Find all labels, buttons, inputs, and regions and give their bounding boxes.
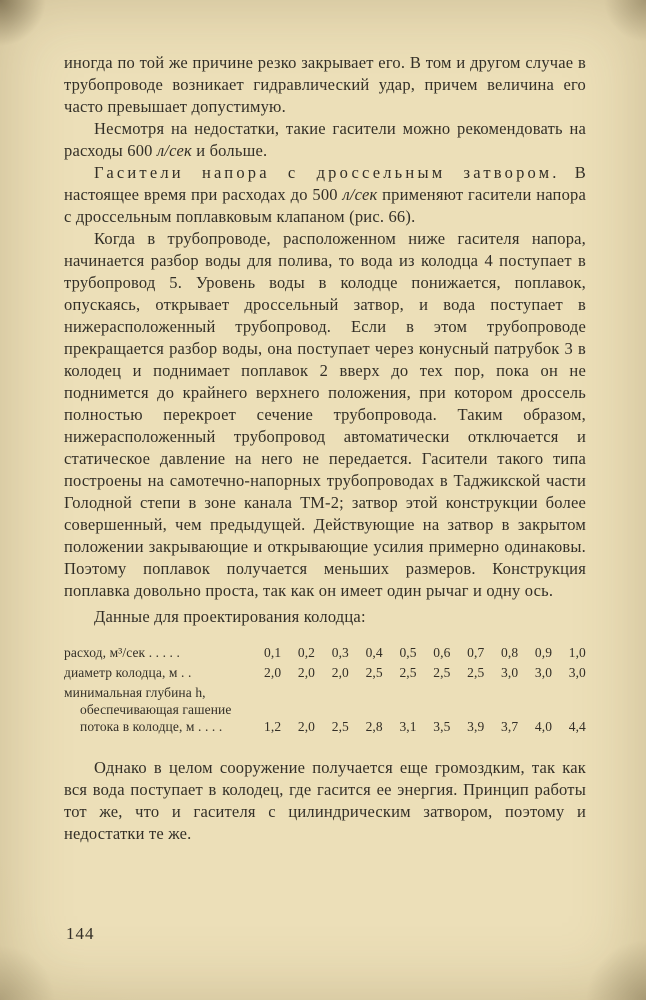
table-cell: 2,5 <box>433 665 451 680</box>
table-cell: 0,5 <box>399 645 417 660</box>
table-cell: 0,8 <box>501 645 519 660</box>
paragraph: Однако в целом сооружение получается еще громоздким, так как вся вода поступает в колодец, где гасится ее энергия. Принцип работы тот же, что и гасителя с цилиндрическим затвором, поэтому и недостатки те же. <box>64 758 586 843</box>
table-cell: 1,0 <box>568 645 586 660</box>
paragraph: Когда в трубопроводе, расположенном ниже гасителя напора, начинается разбор воды для полива, то вода из колодца 4 поступает в трубопровод 5. Уровень воды в колодце понижается, поплавок, опускаясь, открывает дроссельный затвор, и вода поступает в нижерасположенный трубопровод. Если в этом трубопроводе прекращается разбор воды, она поступает через конусный патрубок 3 в колодец и поднимает поплавок 2 вверх до тех пор, пока он не поднимется до крайнего верхнего положения, при котором дроссель полностью перекроет сечение трубопровода. Таким образом, нижерасположенный трубопровод автоматически отключается и статическое давление на него не передается. Гасители такого типа построены на самотечно-напорных трубопроводах в Таджикской части Голодной степи в зоне канала ТМ-2; затвор этой конструкции более совершенный, чем предыдущей. Действующие на затвор в закрытом положении закрывающие и открывающие усилия примерно одинаковы. Поэтому поплавок получается меньших размеров. Конструкция поплавка довольно проста, так как он имеет один рычаг и одну ось. <box>64 229 586 600</box>
table-cell: 4,4 <box>568 719 586 734</box>
table-cell: 0,6 <box>433 645 451 660</box>
table-cell: 2,0 <box>297 719 316 734</box>
table-cell: 0,9 <box>534 645 553 660</box>
table-cell: 0,1 <box>264 645 282 660</box>
table-row <box>64 644 586 661</box>
table-cell: 0,7 <box>467 645 485 660</box>
table-row <box>64 684 586 735</box>
paragraph-with-run-in-heading <box>64 162 586 228</box>
table-cell: 3,0 <box>534 665 553 680</box>
paragraph-continuation: иногда по той же причине резко закрывает его. В том и другом случае в трубопроводе возникает гидравлический удар, причем величина его часто превышает допустимую. <box>64 53 586 116</box>
table-cell: 2,5 <box>331 719 349 734</box>
table-cell: 2,5 <box>365 665 383 680</box>
row-label: расход, м³/сек . . . . . <box>64 645 180 660</box>
table-cell: 3,0 <box>568 665 586 680</box>
table-cell: 2,5 <box>399 665 417 680</box>
row-label: минимальная глубина h, обеспечивающая гашение потока в колодце, м . . . . <box>64 685 232 734</box>
table-cell: 2,0 <box>264 665 282 680</box>
table-cell: 0,2 <box>297 645 316 660</box>
paragraph <box>64 118 586 162</box>
paragraph: Данные для проектирования колодца: <box>94 607 366 626</box>
table-cell: 1,2 <box>264 719 282 734</box>
table-cell: 3,1 <box>399 719 417 734</box>
table-cell: 3,7 <box>501 719 519 734</box>
table-cell: 4,0 <box>534 719 553 734</box>
row-values <box>256 718 586 735</box>
text-run: В настоящее время при расходах до 500 <box>64 163 586 204</box>
table-row <box>64 664 586 681</box>
table-cell: 3,0 <box>501 665 519 680</box>
table-cell: 3,5 <box>433 719 451 734</box>
table-cell: 3,9 <box>467 719 485 734</box>
text-run: Несмотря на недостатки, такие гасители можно рекомендовать на расходы 600 <box>64 119 586 160</box>
table-cell: 2,8 <box>365 719 383 734</box>
row-values <box>256 644 586 661</box>
page-content <box>64 52 586 845</box>
well-design-data-table <box>64 644 586 735</box>
row-label: диаметр колодца, м . . <box>64 665 192 680</box>
table-cell: 2,0 <box>297 665 316 680</box>
unit-italic: л/сек <box>342 185 378 204</box>
run-in-heading: Гасители напора с дроссельным затвором. <box>94 163 560 182</box>
unit-italic: л/сек <box>156 141 192 160</box>
text-run: и больше. <box>191 141 268 160</box>
page-number: 144 <box>66 924 95 943</box>
table-cell: 0,3 <box>331 645 349 660</box>
text-run: применяют гасители напора с дроссельным поплавковым клапаном (рис. 66). <box>64 185 587 226</box>
table-cell: 0,4 <box>365 645 383 660</box>
table-cell: 2,5 <box>467 665 485 680</box>
table-cell: 2,0 <box>331 665 349 680</box>
row-values <box>256 664 586 681</box>
